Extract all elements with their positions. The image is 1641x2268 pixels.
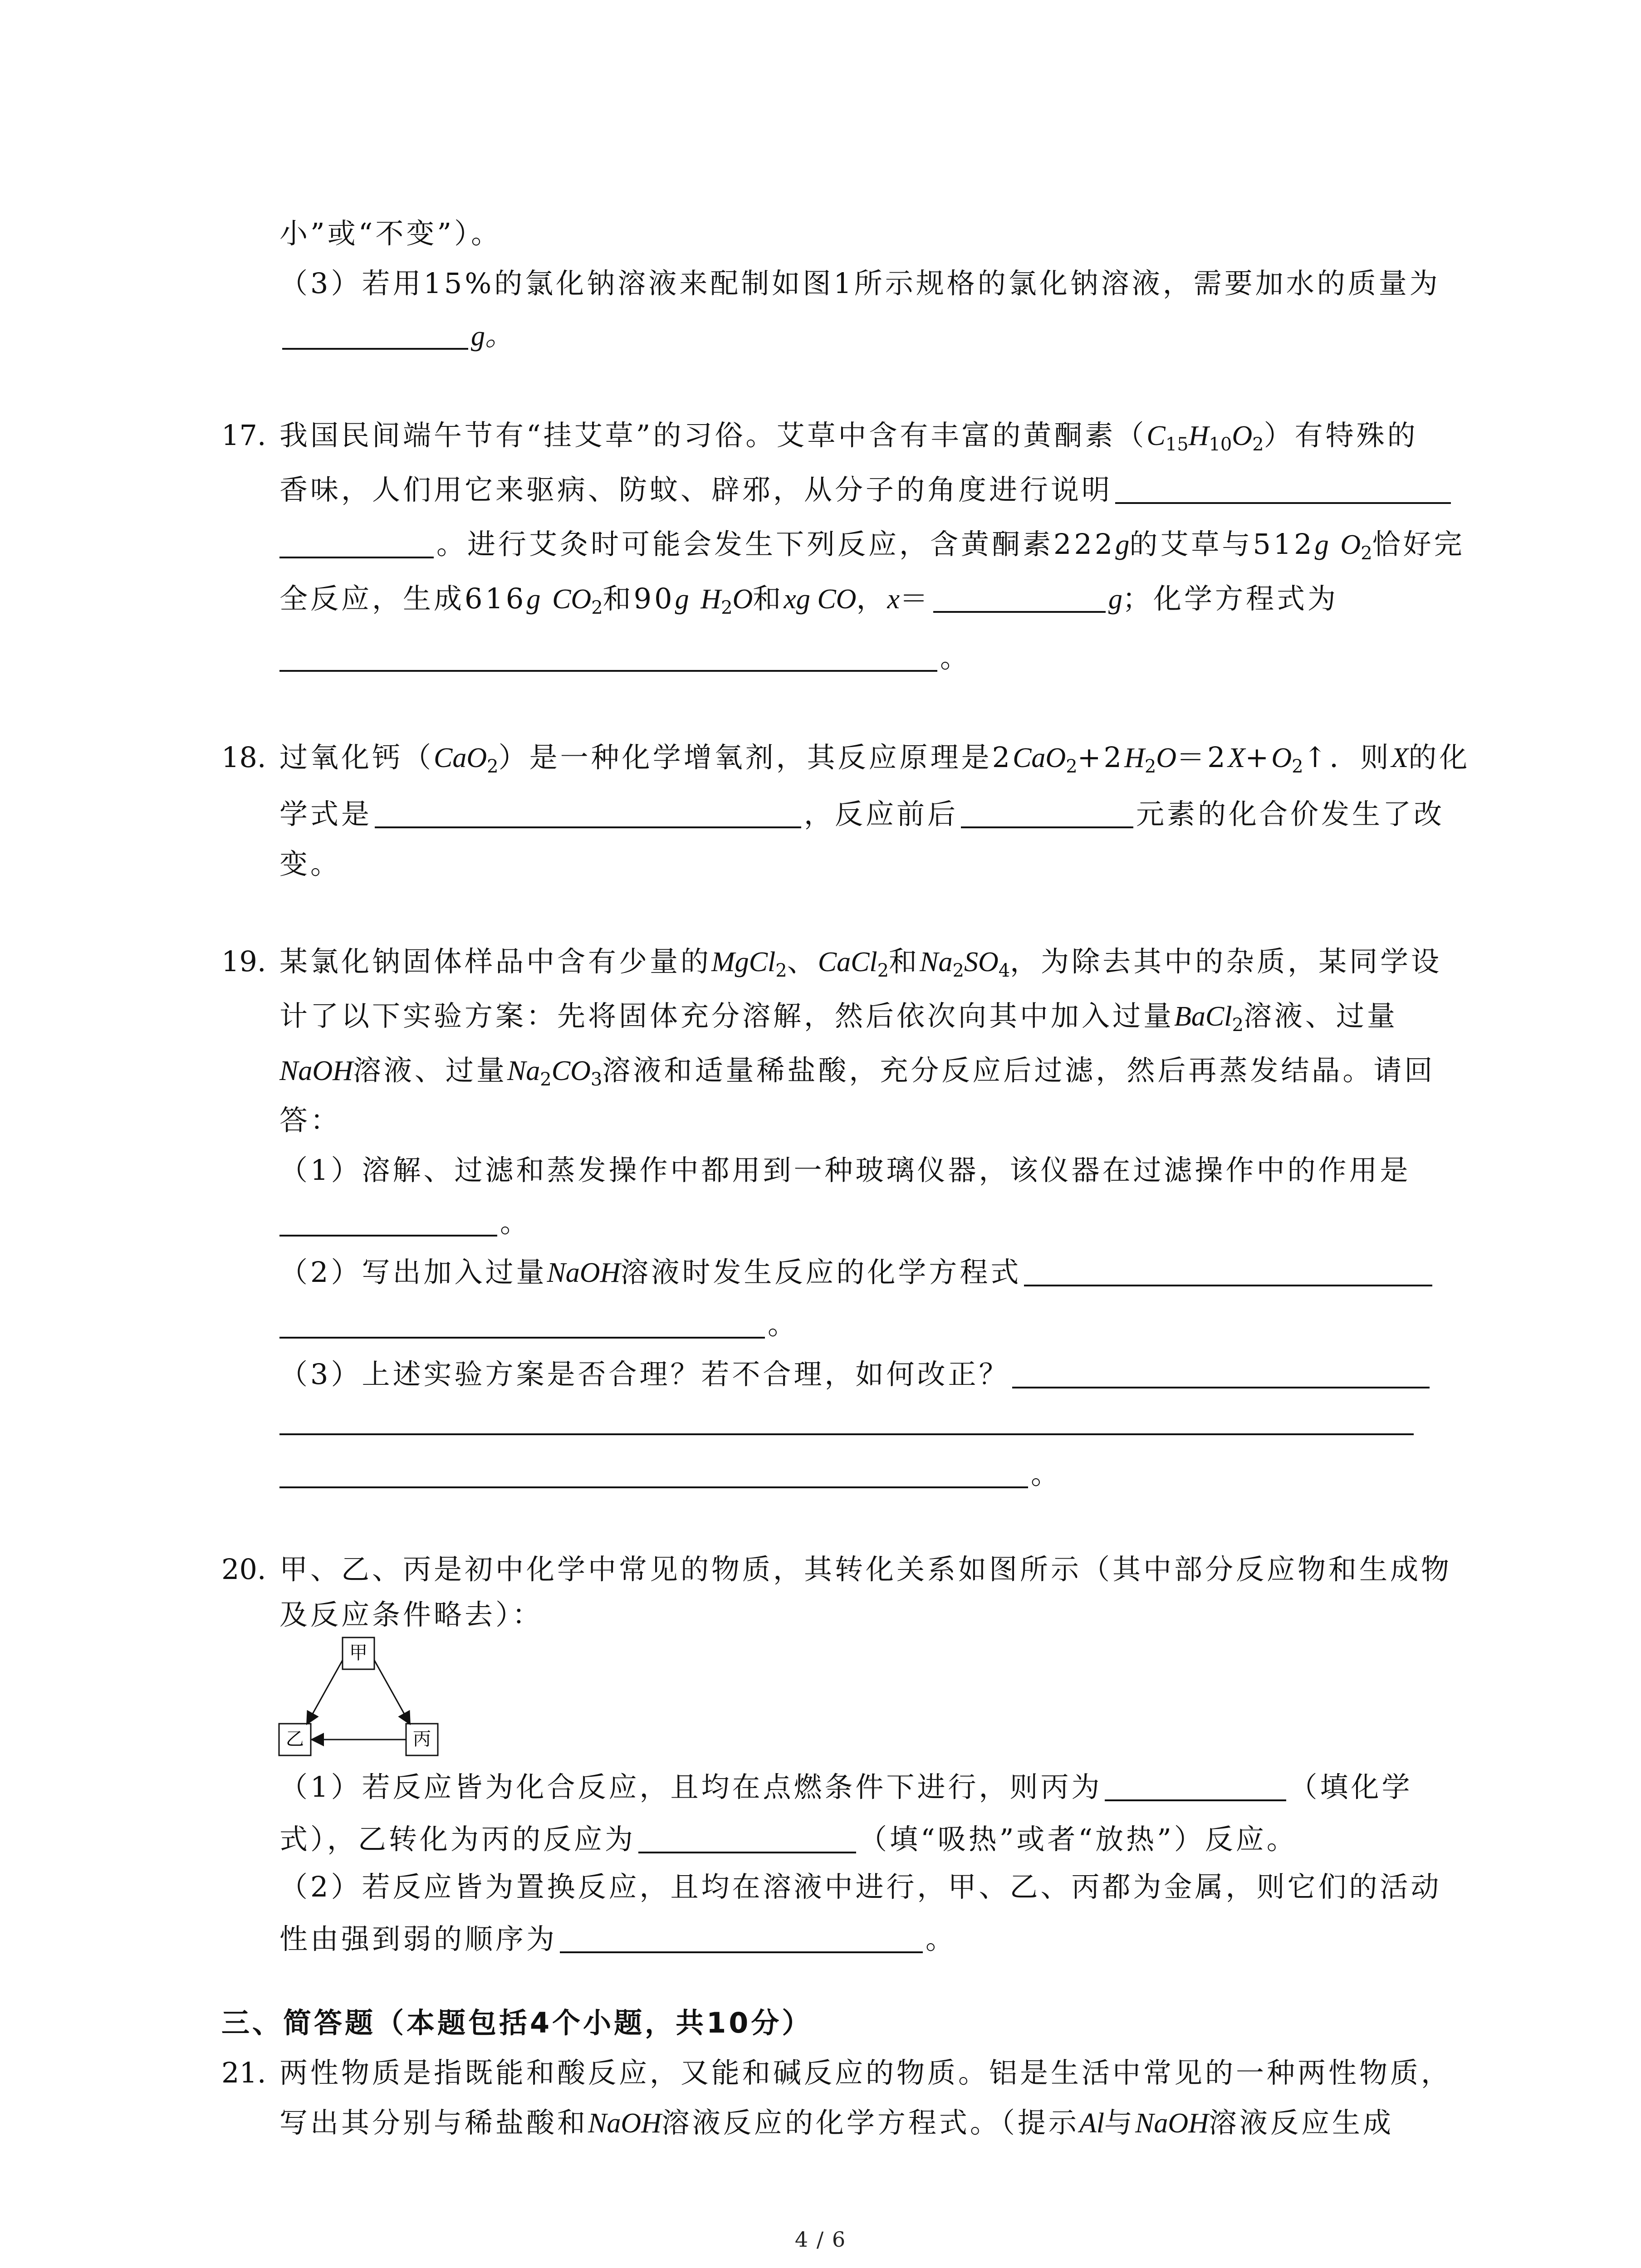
- answer-blank[interactable]: [279, 529, 434, 558]
- formula: O: [1232, 420, 1253, 451]
- q21-text: 与: [1104, 2106, 1136, 2139]
- q19-text: （3）上述实验方案是否合理？若不合理，如何改正？: [279, 1358, 1010, 1391]
- q20-text: （2）若反应皆为置换反应，且均在溶液中进行，甲、乙、丙都为金属，则它们的活动: [279, 1870, 1442, 1903]
- answer-blank[interactable]: [279, 1310, 765, 1339]
- section-title: 三、简答题（本题包括4个小题，共10分）: [221, 2006, 813, 2039]
- formula: CO: [552, 584, 592, 615]
- formula: CaO: [434, 743, 487, 773]
- q18-text: ）是一种化学增氧剂，其反应原理是2: [498, 741, 1013, 774]
- unit: g: [1314, 529, 1329, 560]
- q18-text: ＝2: [1176, 741, 1228, 774]
- answer-blank[interactable]: [1105, 1772, 1286, 1801]
- svg-text:丙: 丙: [413, 1729, 431, 1750]
- q21-text: 溶液反应生成: [1208, 2106, 1394, 2139]
- q17-text: 的艾草与512: [1129, 528, 1315, 561]
- answer-blank[interactable]: [933, 584, 1106, 613]
- q20-text: 及反应条件略去）：: [279, 1598, 544, 1631]
- formula-sub: 3: [590, 1069, 603, 1090]
- formula-sub: 2: [1292, 756, 1303, 777]
- q18-line1: [279, 739, 1470, 776]
- q19-text: 和: [889, 945, 920, 978]
- q17-text: ＝: [900, 582, 931, 615]
- answer-blank[interactable]: [1012, 1359, 1430, 1388]
- q17-text: ；化学方程式为: [1122, 582, 1339, 615]
- q18-text: +2: [1077, 741, 1125, 774]
- svg-text:乙: 乙: [286, 1729, 304, 1750]
- formula: NaOH: [1135, 2108, 1209, 2139]
- formula: O: [732, 584, 753, 615]
- q16-part3-line2: [279, 318, 513, 354]
- formula: H: [1124, 743, 1145, 773]
- q19-part3-line3: [279, 1456, 1062, 1492]
- q20-text: （1）若反应皆为化合反应，且均在点燃条件下进行，则丙为: [279, 1770, 1102, 1804]
- formula-sub: 2: [1232, 1015, 1244, 1036]
- answer-blank[interactable]: [279, 1207, 497, 1237]
- formula-sub: 2: [1252, 434, 1264, 455]
- q18-line3: [279, 846, 341, 882]
- q19-line4: [279, 1102, 341, 1139]
- q18-text: 的化: [1408, 741, 1470, 774]
- q18-line2: [279, 796, 1445, 832]
- formula-sub: 2: [591, 597, 603, 618]
- q17-line1: [279, 417, 1418, 454]
- question-number-18: 18.: [221, 741, 266, 774]
- q20-part2-line2: [279, 1921, 956, 1957]
- unit: g: [1115, 529, 1130, 560]
- formula: X: [1228, 743, 1245, 773]
- formula: MgCl: [711, 947, 776, 978]
- formula: NaOH: [588, 2108, 661, 2139]
- q19-part2-line1: [279, 1254, 1435, 1291]
- q19-part1-line2: [279, 1204, 531, 1241]
- q20-line1: [279, 1551, 1452, 1588]
- node-jia: [343, 1637, 374, 1669]
- q17-text: 我国民间端午节有“挂艾草”的习俗。艾草中含有丰富的黄酮素（: [279, 419, 1147, 452]
- q19-text: （1）溶解、过滤和蒸发操作中都用到一种玻璃仪器，该仪器在过滤操作中的作用是: [279, 1154, 1411, 1187]
- node-bing: [406, 1724, 438, 1755]
- q21-line1: [279, 2055, 1452, 2091]
- q17-text: 和90: [603, 582, 675, 615]
- q17-text: ，: [856, 582, 887, 615]
- formula: CaCl: [818, 947, 877, 978]
- formula: CaO: [1013, 743, 1066, 773]
- q19-text: 某氯化钠固体样品中含有少量的: [279, 945, 712, 978]
- q18-text: 变。: [279, 847, 342, 880]
- svg-text:甲: 甲: [349, 1642, 367, 1663]
- page-number: 4 / 6: [794, 2227, 847, 2252]
- q17-line5: [279, 640, 971, 676]
- q17-text: 和: [753, 582, 784, 615]
- answer-blank[interactable]: [1024, 1257, 1432, 1286]
- answer-blank[interactable]: [279, 643, 937, 672]
- formula: BaCl: [1174, 1001, 1232, 1032]
- formula: C: [1146, 420, 1166, 451]
- q19-text: 计了以下实验方案：先将固体充分溶解，然后依次向其中加入过量: [279, 999, 1175, 1032]
- arrow-jia-to-bing: [374, 1660, 409, 1723]
- answer-blank[interactable]: [279, 1459, 1028, 1488]
- q17-text: ）有特殊的: [1264, 419, 1418, 452]
- q20-text: （填“吸热”或者“放热”）反应。: [859, 1823, 1298, 1856]
- conversion-diagram: [277, 1633, 449, 1760]
- answer-blank[interactable]: [282, 321, 468, 350]
- q19-line2: [279, 998, 1398, 1035]
- q20-line2: [279, 1597, 543, 1633]
- q20-text: （填化学: [1289, 1770, 1413, 1804]
- question-number-21: 21.: [221, 2056, 266, 2089]
- q18-text: +: [1245, 741, 1272, 774]
- variable: X: [1391, 743, 1409, 773]
- q19-text: 。: [500, 1206, 531, 1239]
- q18-text: ↑．则: [1303, 741, 1391, 774]
- answer-blank[interactable]: [638, 1824, 856, 1853]
- q19-text: 溶液和适量稀盐酸，充分反应后过滤，然后再蒸发结晶。请回: [602, 1054, 1435, 1087]
- formula-sub: 2: [877, 960, 889, 981]
- formula-sub: 2: [540, 1069, 552, 1090]
- q17-text: 。进行艾灸时可能会发生下列反应，含黄酮素222: [436, 528, 1116, 561]
- q19-text: 。: [1031, 1457, 1062, 1491]
- formula: O: [1156, 743, 1177, 773]
- q19-part3-line1: [279, 1356, 1432, 1393]
- formula: xg CO: [784, 584, 857, 615]
- q16-part3-text: （3）若用15%的氯化钠溶液来配制如图1所示规格的氯化钠溶液，需要加水的质量为: [279, 267, 1440, 300]
- q19-text: 溶液、过量: [1243, 999, 1398, 1032]
- node-yi: [279, 1724, 311, 1755]
- question-number-17: 17.: [221, 419, 266, 452]
- answer-blank[interactable]: [560, 1924, 923, 1953]
- formula: H: [700, 584, 721, 615]
- formula: CO: [551, 1056, 591, 1086]
- q18-text: ，反应前后: [804, 797, 959, 831]
- formula: NaOH: [279, 1056, 353, 1086]
- q17-text: 。: [940, 641, 971, 674]
- unit: g: [675, 584, 689, 615]
- q21-text: 溶液反应的化学方程式。（提示: [661, 2106, 1079, 2139]
- q17-text: 全反应，生成616: [279, 582, 527, 615]
- q19-text: 、: [787, 945, 818, 978]
- q16-part3-line1: [279, 265, 1440, 302]
- formula: O: [1340, 529, 1361, 560]
- formula-sub: 2: [721, 597, 733, 618]
- formula: Al: [1079, 2108, 1105, 2139]
- q21-line2: [279, 2105, 1394, 2141]
- q20-text: 性由强到弱的顺序为: [279, 1922, 558, 1955]
- question-number-19: 19.: [221, 945, 266, 978]
- answer-blank[interactable]: [375, 799, 801, 828]
- q19-text: 。: [768, 1308, 799, 1341]
- formula-sub: 4: [998, 960, 1010, 981]
- formula: H: [1188, 420, 1209, 451]
- formula-sub: 10: [1209, 434, 1232, 455]
- formula: SO: [964, 947, 999, 978]
- q17-text: 香味，人们用它来驱病、防蚊、辟邪，从分子的角度进行说明: [279, 473, 1113, 506]
- formula-sub: 2: [487, 756, 499, 777]
- arrow-jia-to-yi: [308, 1660, 343, 1723]
- variable: x: [887, 584, 900, 615]
- formula-sub: 2: [1144, 756, 1156, 777]
- question-number-20: 20.: [221, 1553, 266, 1586]
- formula-sub: 2: [1361, 543, 1372, 564]
- unit: g: [526, 584, 541, 615]
- unit: g: [1108, 584, 1123, 615]
- q16-continuation: [279, 215, 502, 252]
- formula-sub: 15: [1165, 434, 1189, 455]
- q19-text: 溶液时发生反应的化学方程式: [620, 1256, 1022, 1289]
- formula: Na: [920, 947, 953, 978]
- q19-line1: [279, 943, 1442, 980]
- answer-blank[interactable]: [1115, 475, 1451, 504]
- q19-part2-line2: [279, 1306, 798, 1343]
- q20-part1-line2: [279, 1821, 1298, 1857]
- q16-cont-text: 小”或“不变”）。: [279, 217, 502, 250]
- q19-line3: [279, 1052, 1435, 1089]
- q17-line3: [279, 526, 1465, 563]
- q19-text: ，为除去其中的杂质，某同学设: [1010, 945, 1442, 978]
- q19-part1-line1: [279, 1152, 1411, 1188]
- formula: Na: [507, 1056, 540, 1086]
- q18-text: 过氧化钙（: [279, 741, 434, 774]
- q20-text: 甲、乙、丙是初中化学中常见的物质，其转化关系如图所示（其中部分反应物和生成物: [279, 1553, 1452, 1586]
- formula-sub: 2: [952, 960, 964, 981]
- q17-line2: [279, 472, 1454, 508]
- q21-text: 两性物质是指既能和酸反应，又能和碱反应的物质。铝是生活中常见的一种两性物质，: [279, 2056, 1452, 2089]
- q18-text: 学式是: [279, 797, 372, 831]
- q17-text: 恰好完: [1372, 528, 1465, 561]
- q19-text: 答：: [279, 1104, 342, 1137]
- q19-text: 溶液、过量: [353, 1054, 507, 1087]
- q18-text: 元素的化合价发生了改: [1136, 797, 1445, 831]
- q17-line4: [279, 581, 1338, 617]
- q20-part2-line1: [279, 1869, 1441, 1905]
- formula: NaOH: [547, 1257, 621, 1288]
- formula-sub: 2: [775, 960, 787, 981]
- answer-blank[interactable]: [279, 1433, 1414, 1435]
- answer-blank[interactable]: [961, 799, 1133, 828]
- q16-unit: g。: [471, 321, 514, 352]
- q19-text: （2）写出加入过量: [279, 1256, 547, 1289]
- formula-sub: 2: [1066, 756, 1078, 777]
- q21-text: 写出其分别与稀盐酸和: [279, 2106, 588, 2139]
- q20-text: 。: [926, 1922, 957, 1955]
- formula: O: [1271, 743, 1292, 773]
- q20-part1-line1: [279, 1769, 1412, 1805]
- q20-text: 式），乙转化为丙的反应为: [279, 1823, 636, 1856]
